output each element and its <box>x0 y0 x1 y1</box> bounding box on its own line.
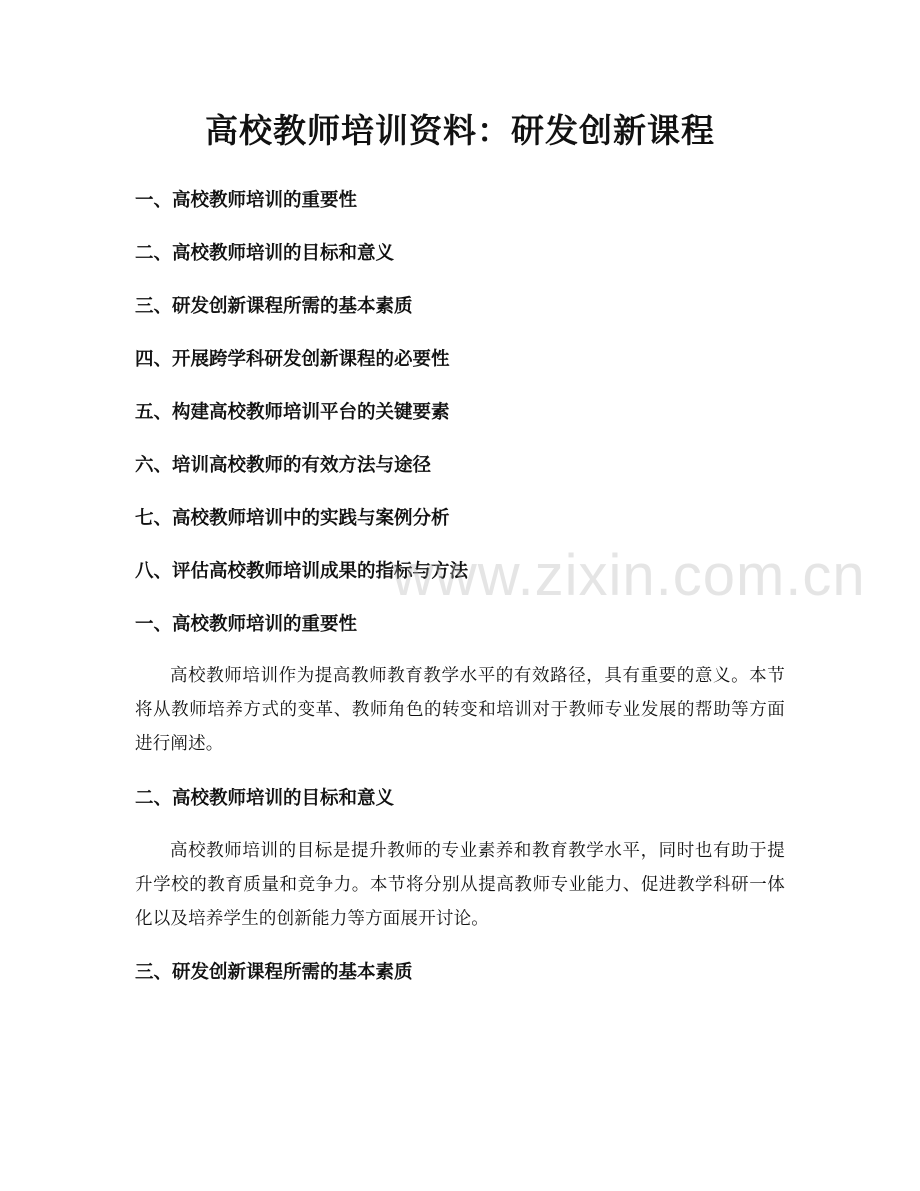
watermark: www.zixin.com.cn <box>392 543 866 608</box>
toc-item: 七、高校教师培训中的实践与案例分析 <box>135 508 450 529</box>
section-heading: 一、高校教师培训的重要性 <box>135 614 358 635</box>
toc-item: 三、研发创新课程所需的基本素质 <box>135 296 413 317</box>
toc-item: 八、评估高校教师培训成果的指标与方法 <box>135 561 469 582</box>
section-paragraph: 高校教师培训的目标是提升教师的专业素养和教育教学水平，同时也有助于提升学校的教育质量和竞争力。本节将分别从提高教师专业能力、促进教学科研一体化以及培养学生的创新能力等方面展开讨论。 <box>135 841 785 929</box>
section-heading: 二、高校教师培训的目标和意义 <box>135 788 395 809</box>
section-paragraph: 高校教师培训作为提高教师教育教学水平的有效路径，具有重要的意义。本节将从教师培养方式的变革、教师角色的转变和培训对于教师专业发展的帮助等方面进行阐述。 <box>135 666 785 754</box>
toc-item: 四、开展跨学科研发创新课程的必要性 <box>135 349 450 370</box>
toc-item: 二、高校教师培训的目标和意义 <box>135 243 395 264</box>
toc-item: 五、构建高校教师培训平台的关键要素 <box>135 402 450 423</box>
toc-item: 一、高校教师培训的重要性 <box>135 190 358 211</box>
section-heading: 三、研发创新课程所需的基本素质 <box>135 962 413 983</box>
document-title: 高校教师培训资料：研发创新课程 <box>205 111 715 150</box>
toc-item: 六、培训高校教师的有效方法与途径 <box>135 455 432 476</box>
